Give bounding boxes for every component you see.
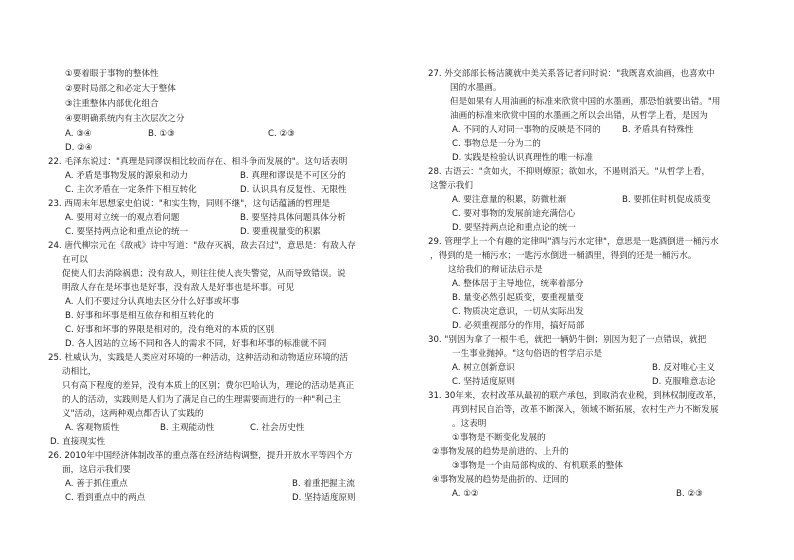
option-line: ②要时局部之和必定大于整体 xyxy=(65,84,176,94)
option-a: A. 不同的人对同一事物的反映是不同的 xyxy=(452,125,601,135)
option-d: D. 实践是检验认识真理性的唯一标准 xyxy=(452,153,593,163)
question-26: 26. 2010年中国经济体制改革的重点落在经济结构调整，提升开放水平等四个方 xyxy=(48,451,353,461)
question-text-line: 只有高下程度的差异，没有本质上的区别；费尔巴哈认为，理论的活动是真正 xyxy=(62,381,355,391)
option-c: C. 事物总是一分为二的 xyxy=(452,139,541,149)
question-text-line: 面，这启示我们要 xyxy=(62,465,131,475)
option-b: B. 量变必然引起质变，要重视量变 xyxy=(452,293,584,303)
question-23: 23. 西周末年思想家史伯说："和实生物，同则不继"，这句话蕴涵的哲理是 xyxy=(48,199,331,209)
option-c: C. 好事和坏事的界限是相对的，没有绝对的本质的区别 xyxy=(65,325,275,335)
option-c: C. 社会历史性 xyxy=(250,423,305,433)
option-d: D. 直接现实性 xyxy=(50,437,106,447)
option-d: D. 克服唯意志论 xyxy=(652,377,716,387)
question-30: 30. "别因为拿了一根牛毛，就把一辆奶牛倒；别因为犯了一点错误，就把 xyxy=(428,335,707,345)
option-d: D. ②④ xyxy=(65,143,93,153)
option-b: B. 主观能动性 xyxy=(160,423,215,433)
option-a: A. 矛盾是事物发展的源泉和动力 xyxy=(65,171,188,181)
option-c: C. 物质决定意识，一切从实际出发 xyxy=(452,307,584,317)
option-c: C. 要坚持两点论和重点论的统一 xyxy=(65,227,189,237)
option-a: A. 要注意量的积累，防微杜渐 xyxy=(452,195,567,205)
option-d: D. 要坚持两点论和重点论的统一 xyxy=(452,223,576,233)
question-text-line: 在可以 xyxy=(62,255,88,265)
option-c: C. 坚持适度原则 xyxy=(452,377,516,387)
statement-1: ①事物是不断变化发展的 xyxy=(452,433,546,443)
question-text-line: 但是如果有人用油画的标准来欣赏中国的水墨画，那恐怕就要出错。"用 xyxy=(450,97,721,107)
question-text-line: 明敌人存在是坏事也是好事，没有敌人是好事也是坏事。可见 xyxy=(62,283,295,293)
option-b: B. 好事和坏事是相互依存和相互转化的 xyxy=(65,311,214,321)
option-a: A. ①② xyxy=(452,489,479,499)
statement-4: ④事物发展的趋势是曲折的、迂回的 xyxy=(432,475,569,485)
question-text-line: 国的水墨画。 xyxy=(450,83,502,93)
question-22: 22. 毛泽东说过："真理是同谬误相比较而存在、相斗争而发展的"。这句话表明 xyxy=(48,157,348,167)
option-c: C. 看到重点中的两点 xyxy=(65,493,146,503)
option-c: C. 主次矛盾在一定条件下相互转化 xyxy=(65,185,197,195)
question-28: 28. 古语云："贪如火，不抑则燎原；欲如水，不遏则滔天。"从哲学上看， xyxy=(428,167,711,177)
question-text-line: 的人的活动，实践则是人们为了满足自己的生理需要而进行的一种"利己主 xyxy=(62,395,341,405)
option-a: A. 善于抓住重点 xyxy=(65,479,128,489)
option-a: A. ③④ xyxy=(65,129,92,139)
question-text-line: 油画的标准来欣赏中国的水墨画之所以会出错，从哲学上看，是因为 xyxy=(450,111,708,121)
statement-3: ③事物是一个由局部构成的、有机联系的整体 xyxy=(452,461,623,471)
question-text-line: 这警示我们 xyxy=(430,181,473,191)
option-a: A. 树立创新意识 xyxy=(452,363,515,373)
option-b: B. 真理和谬误是不可区分的 xyxy=(240,171,346,181)
option-c: C. ②③ xyxy=(268,129,295,139)
question-24: 24. 唐代柳宗元在《敌戒》诗中写道："敌存灭祸，敌去召过"，意思是：有敌人存 xyxy=(48,241,356,251)
option-b: B. 矛盾具有特殊性 xyxy=(622,125,694,135)
option-b: B. ①③ xyxy=(148,129,175,139)
option-a: A. 整体居于主导地位，统率着部分 xyxy=(452,279,584,289)
question-25: 25. 杜威认为，实践是人类应对环境的一种活动，这种活动和动物适应环境的活 xyxy=(48,353,348,363)
option-b: B. 着重把握主流 xyxy=(292,479,355,489)
option-d: D. 各人因站的立场不同和各人的需求不同，好事和坏事的标准就不同 xyxy=(65,339,327,349)
question-text-line: 这给我们的辩证法启示是 xyxy=(448,265,543,275)
question-text-line: 。这表明 xyxy=(452,419,487,429)
question-31: 31. 30年来，农村改革从最初的联产承包，到取消农业税，到林权制度改革， xyxy=(428,391,722,401)
statement-2: ②事物发展的趋势是前进的、上升的 xyxy=(432,447,569,457)
question-29: 29. 管理学上一个有趣的定律叫"酒与污水定律"，意思是一匙酒倒进一桶污水 xyxy=(428,237,719,247)
question-text-line: 义"活动，这两种观点都否认了实践的 xyxy=(62,409,204,419)
question-text-line: 再到村民自治等，改革不断深入，领域不断拓展，农村生产力不断发展 xyxy=(452,405,719,415)
option-d: D. 认识具有反复性、无限性 xyxy=(240,185,347,195)
question-27: 27. 外交部部长杨洁篪就中美关系答记者问时说："我既喜欢油画，也喜欢中 xyxy=(428,69,715,79)
option-a: A. 人们不要过分认真地去区分什么好事或坏事 xyxy=(65,297,240,307)
question-text-line: 促使人们去消除祸患；没有敌人，则往往使人丧失警觉，从而导致错误。说 xyxy=(62,269,346,279)
option-d: D. 必须重视部分的作用，搞好局部 xyxy=(452,321,585,331)
option-line: ③注重整体内部优化组合 xyxy=(65,99,159,109)
option-d: D. 要重视量变的积累 xyxy=(240,227,321,237)
question-text-line: 一生事业抛掉。"这句俗语的哲学启示是 xyxy=(452,349,603,359)
option-b: B. 要抓住时机促成质变 xyxy=(622,195,711,205)
option-b: B. 要坚持具体问题具体分析 xyxy=(240,213,346,223)
option-line: ①要着眼于事物的整体性 xyxy=(65,69,159,79)
option-c: C. 要对事物的发展前途充满信心 xyxy=(452,209,576,219)
option-d: D. 坚持适度原则 xyxy=(292,493,356,503)
question-text-line: ，得到的是一桶污水；一匙污水倒进一桶酒里，得到的还是一桶污水。 xyxy=(430,251,697,261)
option-a: A. 客观物质性 xyxy=(65,423,120,433)
option-line: ④要明确系统内有主次层次之分 xyxy=(65,114,185,124)
option-b: B. 反对唯心主义 xyxy=(652,363,715,373)
question-text-line: 动相比， xyxy=(62,367,97,377)
option-a: A. 要用对立统一的观点看问题 xyxy=(65,213,180,223)
option-b: B. ②③ xyxy=(676,489,703,499)
